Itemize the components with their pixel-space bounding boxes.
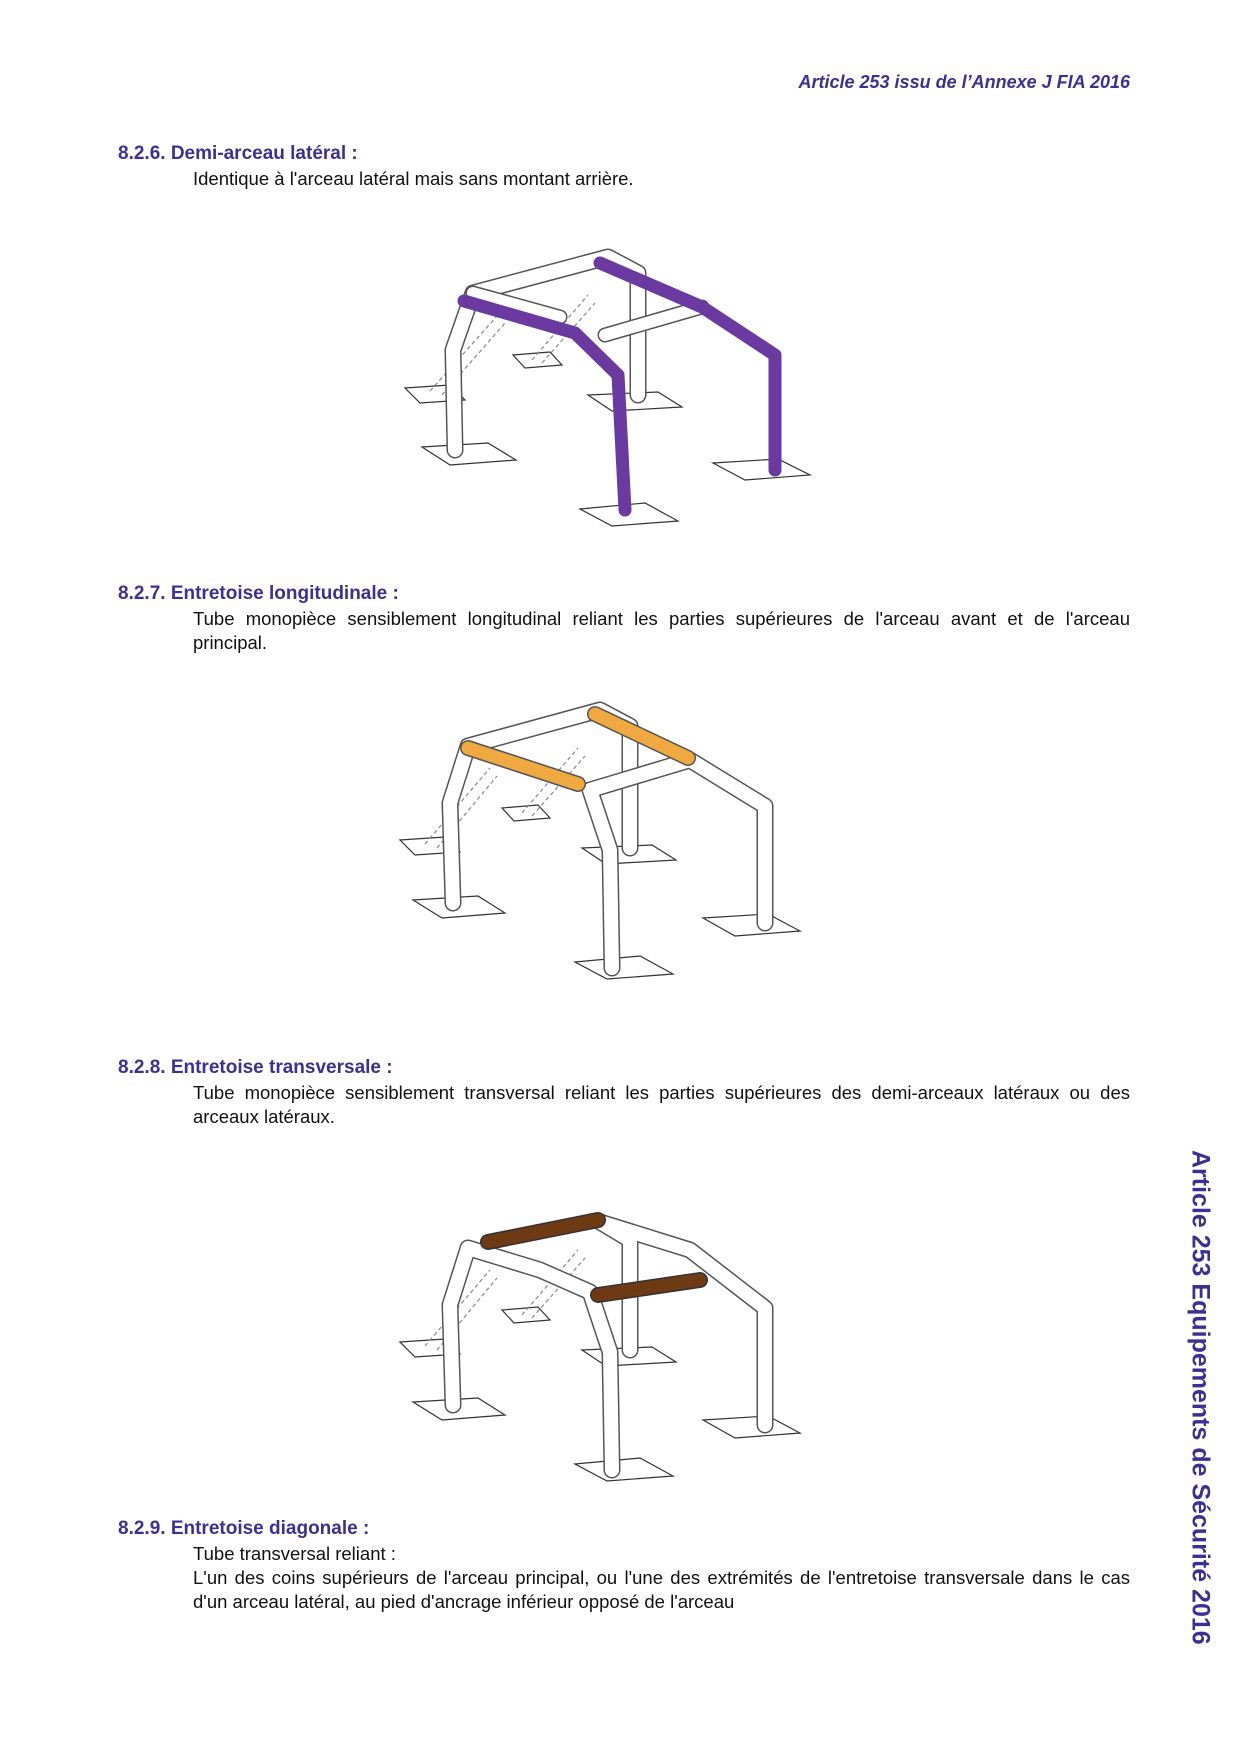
paragraph: Identique à l'arceau latéral mais sans montant arrière. — [193, 168, 634, 189]
figure-entretoise-longitudinale — [390, 698, 870, 988]
sidebar — [1170, 1150, 1230, 1670]
paragraph: L'un des coins supérieurs de l'arceau principal, ou l'une des extrémités de l'entretoise transversale dans le cas d'un arceau latéral, au pied d'ancrage inférieur opposé de l'arceau — [193, 1567, 1130, 1612]
figure-entretoise-transversale — [390, 1200, 870, 1490]
section-title-8-2-8: 8.2.8. Entretoise transversale : — [118, 1057, 393, 1078]
highlight-tube-bottom — [598, 1280, 700, 1295]
section-title-8-2-6: 8.2.6. Demi-arceau latéral : — [118, 143, 358, 164]
section-title-8-2-9: 8.2.9. Entretoise diagonale : — [118, 1518, 370, 1539]
section-body-8-2-6 — [193, 167, 1130, 191]
page-header: Article 253 issu de l’Annexe J FIA 2016 — [798, 72, 1130, 92]
section-title-8-2-7: 8.2.7. Entretoise longitudinale : — [118, 583, 399, 604]
paragraph: Tube monopièce sensiblement transversal reliant les parties supérieures des demi-arceaux latéraux ou des arceaux latéraux. — [193, 1082, 1130, 1127]
paragraph: Tube monopièce sensiblement longitudinal reliant les parties supérieures de l'arceau avant et de l'arceau principal. — [193, 608, 1130, 653]
base-plates — [405, 352, 810, 526]
paragraph: Tube transversal reliant : — [193, 1543, 396, 1564]
section-body-8-2-9 — [193, 1542, 1130, 1614]
sidebar-text: Article 253 Equipements de Sécurité 2016 — [1186, 1150, 1215, 1645]
figure-demi-arceau-lateral — [390, 245, 870, 530]
section-body-8-2-8 — [193, 1081, 1130, 1129]
section-body-8-2-7 — [193, 607, 1130, 655]
